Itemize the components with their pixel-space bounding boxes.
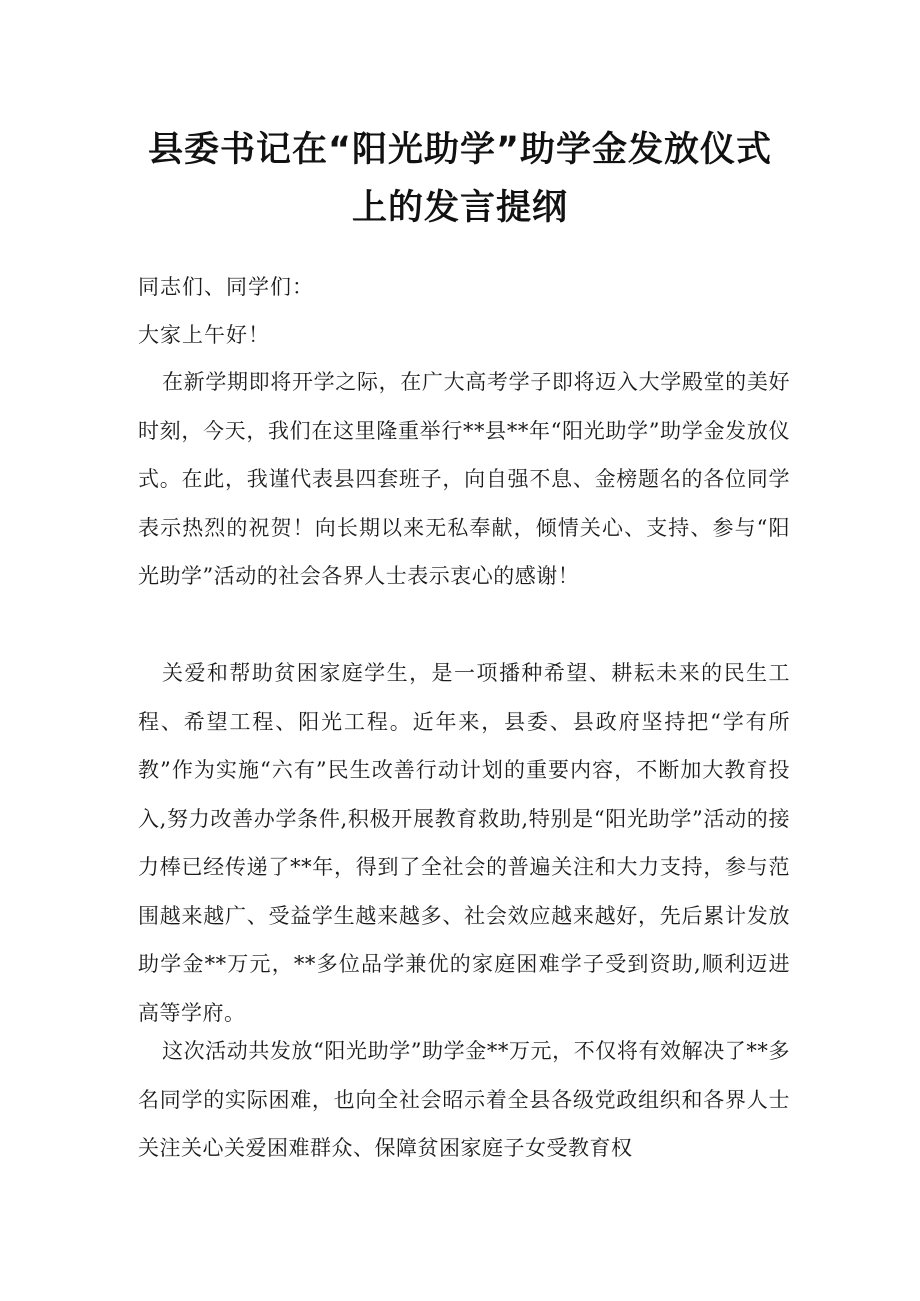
- greeting: 大家上午好！: [138, 323, 270, 347]
- body-paragraph-1: 在新学期即将开学之际，在广大高考学子即将迈入大学殿堂的美好时刻，今天，我们在这里隆重举行**县**年“阳光助学”助学金发放仪式。在此，我谨代表县四套班子，向自强不息、金榜题名的各位同学表示热烈的祝贺！向长期以来无私奉献，倾情关心、支持、参与“阳光助学”活动的社会各界人士表示衷心的感谢！: [138, 370, 790, 588]
- document-title-line-2: 上的发言提纲: [351, 188, 568, 228]
- body-paragraph-2: 关爱和帮助贫困家庭学生，是一项播种希望、耕耘未来的民生工程、希望工程、阳光工程。近年来，县委、县政府坚持把“学有所教”作为实施“六有”民生改善行动计划的重要内容，不断加大教育投入,努力改善办学条件,积极开展教育救助,特别是“阳光助学”活动的接力棒已经传递了**年，得到了全社会的普遍关注和大力支持，参与范围越来越广、受益学生越来越多、社会效应越来越好，先后累计发放助学金**万元，**多位品学兼优的家庭困难学子受到资助,顺利迈进高等学府。: [138, 661, 790, 1025]
- document-title-line-1: 县委书记在“阳光助学”助学金发放仪式: [147, 130, 772, 170]
- salutation: 同志们、同学们：: [138, 275, 314, 299]
- body-paragraph-3: 这次活动共发放“阳光助学”助学金**万元，不仅将有效解决了**多名同学的实际困难，也向全社会昭示着全县各级党政组织和各界人士关注关心关爱困难群众、保障贫困家庭子女受教育权: [138, 1039, 790, 1160]
